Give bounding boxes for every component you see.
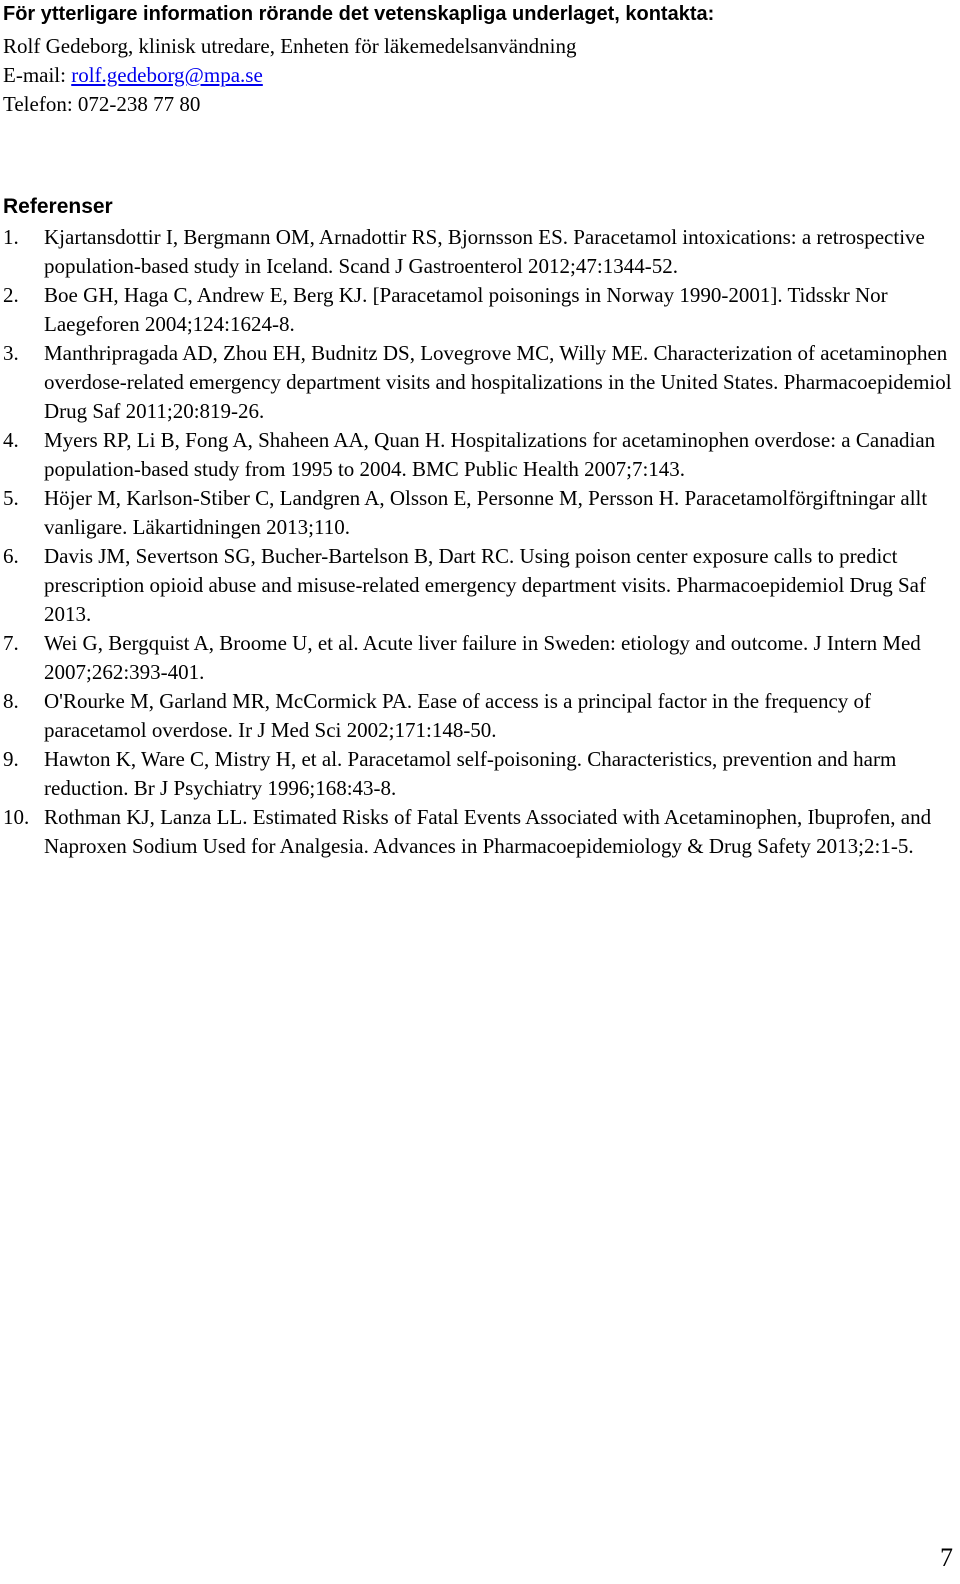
reference-text: Myers RP, Li B, Fong A, Shaheen AA, Quan H. Hospitalizations for acetaminophen overdose: a Canadian population-based study from 1995 to 2004. BMC Public Health 2007;7:143. [44,428,936,481]
reference-text: Hawton K, Ware C, Mistry H, et al. Paracetamol self-poisoning. Characteristics, prevention and harm reduction. Br J Psychiatry 1996;168:43-8. [44,747,897,800]
reference-text: Wei G, Bergquist A, Broome U, et al. Acute liver failure in Sweden: etiology and outcome. J Intern Med 2007;262:393-401. [44,631,921,684]
reference-text: O'Rourke M, Garland MR, McCormick PA. Ease of access is a principal factor in the frequency of paracetamol overdose. Ir J Med Sci 2002;171:148-50. [44,689,872,742]
reference-item-2 [3,281,953,339]
email-label: E-mail: [3,63,72,87]
reference-number: 9. [3,747,19,771]
reference-number: 1. [3,225,19,249]
reference-number: 7. [3,631,19,655]
reference-text: Davis JM, Severtson SG, Bucher-Bartelson B, Dart RC. Using poison center exposure calls to predict prescription opioid abuse and misuse-related emergency department visits. Pharmacoepidemiol Drug Saf 2013. [44,544,926,626]
contact-email-line [3,61,263,89]
page-number: 7 [940,1543,953,1572]
references-list [3,223,953,861]
reference-number: 10. [3,805,30,829]
contact-phone-line: Telefon: 072-238 77 80 [3,92,201,116]
references-heading: Referenser [3,195,113,218]
reference-item-6 [3,542,953,629]
reference-text: Höjer M, Karlson-Stiber C, Landgren A, Olsson E, Personne M, Persson H. Paracetamolförgiftningar allt vanligare. Läkartidningen 2013;110. [44,486,928,539]
reference-item-8 [3,687,953,745]
reference-item-4 [3,426,953,484]
reference-text: Boe GH, Haga C, Andrew E, Berg KJ. [Paracetamol poisonings in Norway 1990-2001]. Tidsskr Nor Laegeforen 2004;124:1624-8. [44,283,888,336]
reference-item-10 [3,803,953,861]
reference-text: Rothman KJ, Lanza LL. Estimated Risks of Fatal Events Associated with Acetaminophen, Ibuprofen, and Naproxen Sodium Used for Analgesia. Advances in Pharmacoepidemiology & Drug Safety 2013;2:1-5. [44,805,932,858]
email-link[interactable]: rolf.gedeborg@mpa.se [71,63,263,87]
reference-number: 2. [3,283,19,307]
contact-name-line: Rolf Gedeborg, klinisk utredare, Enheten för läkemedelsanvändning [3,34,577,58]
reference-item-9 [3,745,953,803]
reference-text: Manthripragada AD, Zhou EH, Budnitz DS, Lovegrove MC, Willy ME. Characterization of acetaminophen overdose-related emergency department visits and hospitalizations in the United States. Pharmacoepidemiol Drug Saf 2011;20:819-26. [44,341,952,423]
reference-number: 3. [3,341,19,365]
reference-item-1 [3,223,953,281]
reference-number: 6. [3,544,19,568]
reference-item-5 [3,484,953,542]
reference-item-3 [3,339,953,426]
contact-heading: För ytterligare information rörande det vetenskapliga underlaget, kontakta: [3,3,715,25]
reference-text: Kjartansdottir I, Bergmann OM, Arnadottir RS, Bjornsson ES. Paracetamol intoxications: a retrospective population-based study in Iceland. Scand J Gastroenterol 2012;47:1344-52. [44,225,925,278]
reference-number: 8. [3,689,19,713]
reference-number: 5. [3,486,19,510]
reference-item-7 [3,629,953,687]
reference-number: 4. [3,428,19,452]
